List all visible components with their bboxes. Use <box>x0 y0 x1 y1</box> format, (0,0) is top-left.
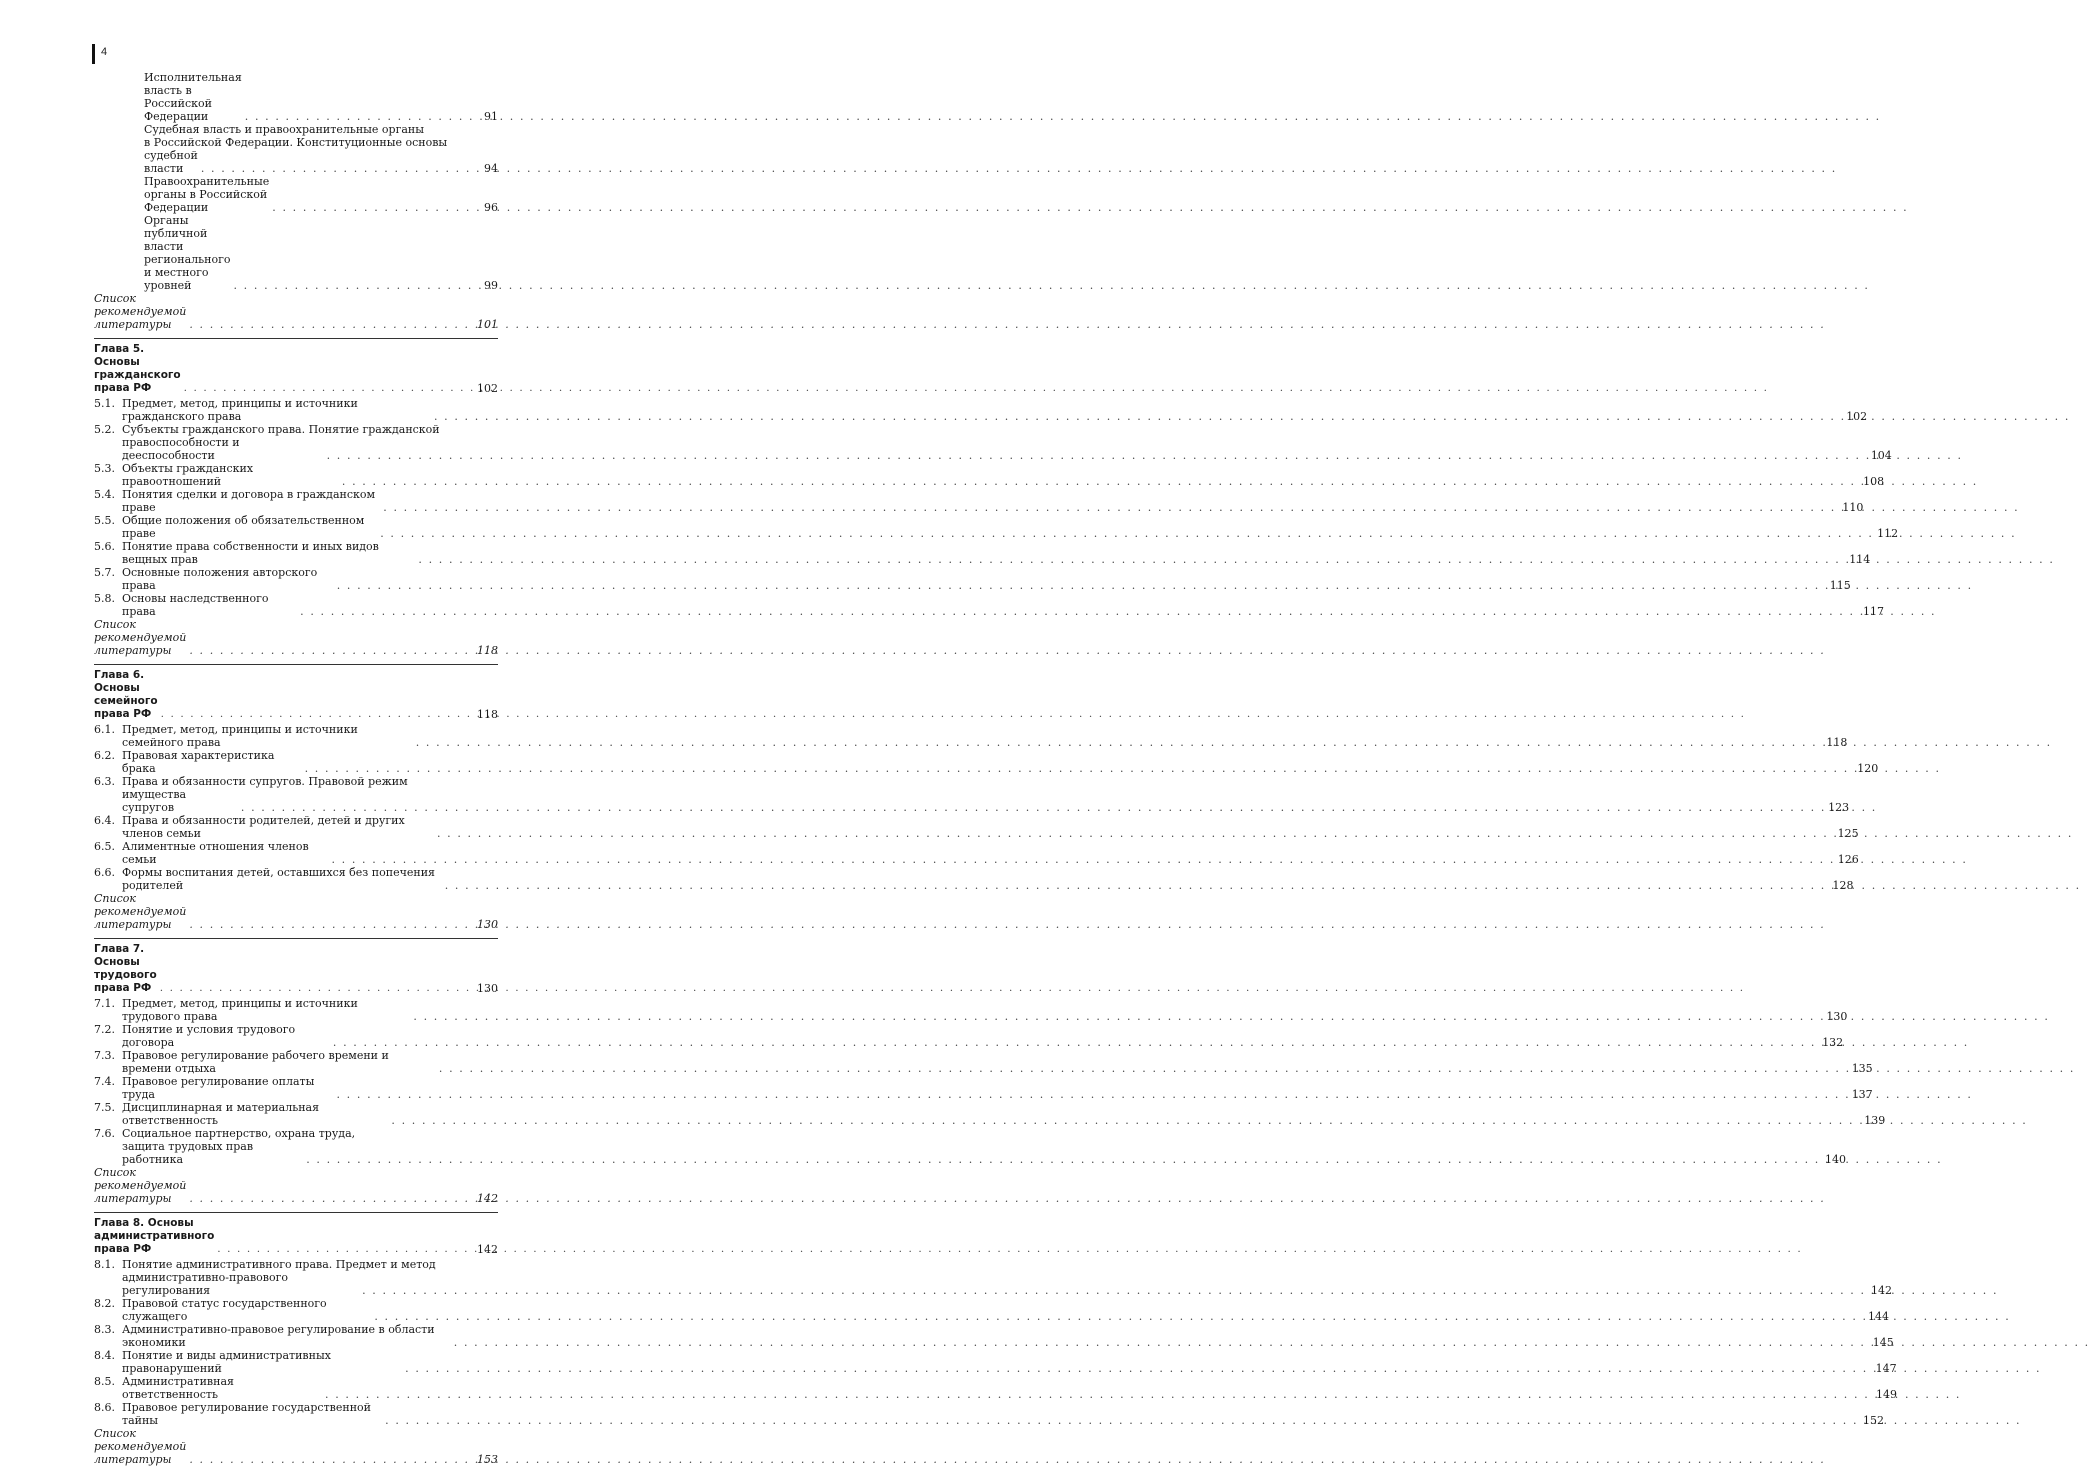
entry-line: Правовое регулирование государственной тайны <box>122 1401 371 1427</box>
page-ref: 102 <box>1846 410 1868 423</box>
dot-leader <box>242 110 484 123</box>
dot-leader <box>334 579 1830 592</box>
toc-entry[interactable] <box>94 1075 1873 1101</box>
entry-last-line <box>122 814 1859 840</box>
entry-body <box>122 997 1847 1023</box>
page-ref: 118 <box>477 708 498 721</box>
toc-entry[interactable] <box>94 566 1851 592</box>
dot-leader <box>402 1362 1876 1375</box>
literature-link[interactable] <box>94 892 498 931</box>
toc-entry[interactable] <box>94 462 1885 488</box>
entry-last-line <box>122 592 1884 618</box>
page-ref: 102 <box>477 382 498 395</box>
dot-leader <box>186 318 477 331</box>
entry-last-line <box>122 1323 1894 1349</box>
entry-body <box>144 175 498 214</box>
entry-line: административно-правового регулирования <box>122 1271 288 1297</box>
dot-leader <box>181 382 477 395</box>
chapter-title: Глава 6. Основы семейного права РФ <box>94 669 158 720</box>
entry-last-line <box>122 1023 1843 1049</box>
toc-entry[interactable] <box>94 814 1859 840</box>
chapter-divider <box>94 664 498 665</box>
entry-body <box>122 514 1898 540</box>
literature-label: Список рекомендуемой литературы <box>94 1166 187 1205</box>
entry-line: Органы публичной власти регионального и местного уровней <box>144 214 231 292</box>
page-ref: 125 <box>1837 827 1859 840</box>
entry-line: Правовое регулирование оплаты труда <box>122 1075 315 1101</box>
entry-line: Предмет, метод, принципы и источники трудового права <box>122 997 358 1023</box>
entry-last-line <box>122 1349 1897 1375</box>
entry-body <box>122 488 1863 514</box>
entry-line: судебной власти <box>144 149 198 175</box>
dot-leader <box>324 449 1871 462</box>
literature-label: Список рекомендуемой литературы <box>94 1427 187 1466</box>
dot-leader <box>451 1336 1873 1349</box>
page-ref: 135 <box>1851 1062 1873 1075</box>
toc-entry[interactable] <box>94 1101 1886 1127</box>
chapter-title: Глава 5. Основы гражданского права РФ <box>94 343 181 394</box>
literature-link[interactable] <box>94 1166 498 1205</box>
entry-line: Права и обязанности родителей, детей и других членов семьи <box>122 814 405 840</box>
toc-entry[interactable] <box>94 540 1871 566</box>
dot-leader <box>434 827 1838 840</box>
entry-last-line <box>122 1049 1873 1075</box>
entry-line: Дисциплинарная и материальная ответственность <box>122 1101 320 1127</box>
section-number: 5.6. <box>94 540 115 553</box>
entry-line: Правовой статус государственного служащего <box>122 1297 327 1323</box>
dot-leader <box>436 1062 1852 1075</box>
entry-last-line <box>122 462 1884 488</box>
dot-leader <box>388 1114 1864 1127</box>
page-ref: 91 <box>484 110 498 123</box>
entry-line: Правоохранительные органы в Российской Федерации <box>144 175 270 214</box>
entry-line: Понятие административного права. Предмет и метод <box>122 1258 436 1271</box>
section-number: 6.3. <box>94 775 115 788</box>
page-ref: 152 <box>1862 1414 1884 1427</box>
entry-body <box>122 1101 1885 1127</box>
entry-line: Понятие права собственности и иных видов вещных прав <box>122 540 379 566</box>
literature-label: Список рекомендуемой литературы <box>94 292 187 331</box>
section-number: 7.5. <box>94 1101 115 1114</box>
section-number: 8.6. <box>94 1401 115 1414</box>
entry-line: Социальное партнерство, охрана труда, <box>122 1127 356 1140</box>
page-ref: 142 <box>477 1243 498 1256</box>
toc-entry[interactable] <box>94 1401 1884 1427</box>
dot-leader <box>269 201 484 214</box>
page-ref: 126 <box>1837 853 1859 866</box>
entry-body <box>122 1258 1892 1297</box>
entry-last-line <box>122 397 1867 423</box>
entry-last-line <box>122 436 1892 462</box>
entry-body <box>122 1349 1897 1375</box>
entry-last-line <box>122 488 1863 514</box>
dot-leader <box>328 853 1837 866</box>
toc-entry[interactable] <box>94 175 498 214</box>
page-ref: 108 <box>1863 475 1885 488</box>
page-marker-bar <box>92 44 95 64</box>
dot-leader <box>158 708 477 721</box>
entry-line: имущества супругов <box>122 788 187 814</box>
entry-last-line <box>122 1375 1897 1401</box>
page-ref: 147 <box>1875 1362 1897 1375</box>
entry-line: Общие положения об обязательственном праве <box>122 514 365 540</box>
toc-entry[interactable] <box>94 1349 1897 1375</box>
entry-body <box>122 1049 1873 1075</box>
dot-leader <box>410 1010 1826 1023</box>
chapter-title: Глава 8. Основы административного права РФ <box>94 1217 215 1255</box>
section-number: 7.3. <box>94 1049 115 1062</box>
dot-leader <box>371 1310 1868 1323</box>
entry-last-line <box>122 540 1870 566</box>
chapter-title: Глава 7. Основы трудового права РФ <box>94 943 157 994</box>
entry-last-line <box>122 866 1853 892</box>
entry-body <box>122 775 1849 814</box>
toc-entry[interactable] <box>94 1323 1894 1349</box>
entry-line: Судебная власть и правоохранительные органы <box>144 123 424 136</box>
chapter-heading[interactable] <box>94 1217 498 1256</box>
entry-line: в Российской Федерации. Конституционные основы <box>144 136 448 149</box>
page-ref: 140 <box>1825 1153 1847 1166</box>
entry-body <box>144 123 498 175</box>
entry-line: Основы наследственного права <box>122 592 269 618</box>
entry-body <box>122 1127 1846 1166</box>
page-ref: 117 <box>1862 605 1884 618</box>
page-ref: 149 <box>1875 1388 1897 1401</box>
entry-line: Основные положения авторского права <box>122 566 318 592</box>
literature-label: Список рекомендуемой литературы <box>94 618 187 657</box>
page-ref: 139 <box>1864 1114 1886 1127</box>
page-ref: 142 <box>1871 1284 1893 1297</box>
page-ref: 130 <box>477 982 498 995</box>
dot-leader <box>339 475 1863 488</box>
dot-leader <box>333 1088 1851 1101</box>
section-number: 7.6. <box>94 1127 115 1140</box>
toc-entry[interactable] <box>94 775 1850 814</box>
section-number: 8.5. <box>94 1375 115 1388</box>
toc-entry[interactable] <box>94 1258 1893 1297</box>
section-number: 8.4. <box>94 1349 115 1362</box>
section-number: 6.1. <box>94 723 115 736</box>
section-number: 8.3. <box>94 1323 115 1336</box>
dot-leader <box>303 1153 1825 1166</box>
entry-body <box>122 749 1878 775</box>
toc-entry[interactable] <box>94 488 1864 514</box>
entry-body <box>122 1023 1843 1049</box>
page-ref: 115 <box>1829 579 1851 592</box>
entry-line: Права и обязанности супругов. Правовой режим <box>122 775 408 788</box>
page-number: 4 <box>101 46 108 58</box>
entry-last-line <box>122 997 1847 1023</box>
entry-body <box>122 566 1851 592</box>
toc-entry[interactable] <box>94 1049 1873 1075</box>
dot-leader <box>322 1388 1876 1401</box>
toc-entry[interactable] <box>94 723 1848 749</box>
page-ref: 123 <box>1828 801 1850 814</box>
page-ref: 142 <box>477 1192 498 1205</box>
entry-last-line <box>122 566 1851 592</box>
dot-leader <box>302 762 1858 775</box>
entry-last-line <box>122 749 1878 775</box>
entry-line: правоспособности и дееспособности <box>122 436 240 462</box>
page-ref: 101 <box>477 318 498 331</box>
entry-last-line <box>122 1271 1892 1297</box>
entry-line: Алиментные отношения членов семьи <box>122 840 309 866</box>
dot-leader <box>186 918 477 931</box>
entry-line: Предмет, метод, принципы и источники гражданского права <box>122 397 358 423</box>
dot-leader <box>214 1243 477 1256</box>
section-number: 6.4. <box>94 814 115 827</box>
section-number: 5.7. <box>94 566 115 579</box>
entry-body <box>122 462 1884 488</box>
page-ref: 128 <box>1832 879 1854 892</box>
section-number: 8.2. <box>94 1297 115 1310</box>
page-ref: 104 <box>1870 449 1892 462</box>
page-ref: 118 <box>477 644 498 657</box>
section-number: 6.5. <box>94 840 115 853</box>
entry-body <box>144 71 498 123</box>
entry-line: Предмет, метод, принципы и источники семейного права <box>122 723 358 749</box>
toc-entry[interactable] <box>94 1023 1844 1049</box>
section-number: 7.4. <box>94 1075 115 1088</box>
section-number: 5.3. <box>94 462 115 475</box>
entry-last-line <box>122 1297 1889 1323</box>
section-number: 5.5. <box>94 514 115 527</box>
entry-last-line <box>122 1101 1885 1127</box>
table-of-contents <box>94 71 1899 1466</box>
section-number: 6.2. <box>94 749 115 762</box>
entry-line: Правовое регулирование рабочего времени и времени отдыха <box>122 1049 389 1075</box>
toc-entry[interactable] <box>94 423 1892 462</box>
entry-line: Понятие и условия трудового договора <box>122 1023 296 1049</box>
page-ref: 130 <box>1826 1010 1848 1023</box>
chapter-heading[interactable] <box>94 943 498 995</box>
entry-line: Понятие и виды административных правонарушений <box>122 1349 331 1375</box>
dot-leader <box>186 644 477 657</box>
page-ref: 112 <box>1877 527 1899 540</box>
entry-body <box>122 866 1853 892</box>
entry-last-line <box>122 1401 1884 1427</box>
toc-entry[interactable] <box>94 514 1899 540</box>
section-number: 7.1. <box>94 997 115 1010</box>
page-ref: 99 <box>484 279 498 292</box>
entry-last-line <box>122 840 1859 866</box>
page-ref: 96 <box>484 201 498 214</box>
page-ref: 137 <box>1851 1088 1873 1101</box>
entry-last-line <box>122 514 1898 540</box>
entry-body <box>122 423 1892 462</box>
page-ref: 132 <box>1822 1036 1844 1049</box>
literature-link[interactable] <box>94 1427 498 1466</box>
page-ref: 118 <box>1826 736 1848 749</box>
entry-body <box>122 814 1859 840</box>
entry-body <box>122 723 1847 749</box>
section-number: 6.6. <box>94 866 115 879</box>
toc-entry[interactable] <box>94 397 1868 423</box>
literature-link[interactable] <box>94 292 498 331</box>
toc-entry[interactable] <box>94 71 498 123</box>
toc-entry[interactable] <box>94 592 1884 618</box>
entry-body <box>122 540 1870 566</box>
entry-last-line <box>144 149 498 175</box>
entry-line: Исполнительная власть в Российской Федерации <box>144 71 242 123</box>
page-ref: 145 <box>1872 1336 1894 1349</box>
toc-entry[interactable] <box>94 1375 1897 1401</box>
toc-entry[interactable] <box>94 749 1879 775</box>
page-ref: 110 <box>1842 501 1864 514</box>
chapter-heading[interactable] <box>94 669 498 721</box>
entry-last-line <box>144 71 498 123</box>
dot-leader <box>157 982 477 995</box>
dot-leader <box>359 1284 1871 1297</box>
chapter-heading[interactable] <box>94 343 498 395</box>
dot-leader <box>238 801 1828 814</box>
dot-leader <box>413 736 1827 749</box>
toc-entry[interactable] <box>94 214 498 292</box>
page-ref: 120 <box>1857 762 1879 775</box>
dot-leader <box>230 279 484 292</box>
entry-line: защита трудовых прав работника <box>122 1140 254 1166</box>
entry-line: Правовая характеристика брака <box>122 749 275 775</box>
entry-line: Понятия сделки и договора в гражданском праве <box>122 488 376 514</box>
dot-leader <box>442 879 1833 892</box>
dot-leader <box>297 605 1863 618</box>
literature-label: Список рекомендуемой литературы <box>94 892 187 931</box>
entry-line: Объекты гражданских правоотношений <box>122 462 254 488</box>
entry-body <box>122 1375 1897 1401</box>
dot-leader <box>186 1192 477 1205</box>
entry-last-line <box>122 723 1847 749</box>
section-number: 5.4. <box>94 488 115 501</box>
dot-leader <box>382 1414 1863 1427</box>
entry-last-line <box>144 214 498 292</box>
entry-last-line <box>122 1075 1873 1101</box>
section-number: 8.1. <box>94 1258 115 1271</box>
entry-line: Субъекты гражданского права. Понятие гражданской <box>122 423 440 436</box>
entry-body <box>122 1297 1889 1323</box>
dot-leader <box>377 527 1877 540</box>
entry-last-line <box>144 175 498 214</box>
chapter-divider <box>94 338 498 339</box>
dot-leader <box>380 501 1842 514</box>
entry-body <box>122 397 1867 423</box>
entry-line: Административная ответственность <box>122 1375 234 1401</box>
entry-line: Формы воспитания детей, оставшихся без попечения родителей <box>122 866 435 892</box>
page-ref: 94 <box>484 162 498 175</box>
entry-body <box>122 1075 1873 1101</box>
dot-leader <box>431 410 1846 423</box>
dot-leader <box>415 553 1849 566</box>
page-ref: 153 <box>477 1453 498 1466</box>
toc-entry[interactable] <box>94 1297 1890 1323</box>
dot-leader <box>198 162 484 175</box>
chapter-divider <box>94 1212 498 1213</box>
dot-leader <box>186 1453 477 1466</box>
page-ref: 144 <box>1868 1310 1890 1323</box>
literature-link[interactable] <box>94 618 498 657</box>
entry-last-line <box>122 788 1849 814</box>
toc-entry[interactable] <box>94 1127 1847 1166</box>
toc-entry[interactable] <box>94 123 498 175</box>
entry-body <box>122 592 1884 618</box>
page-ref: 130 <box>477 918 498 931</box>
entry-line: Административно-правовое регулирование в области экономики <box>122 1323 435 1349</box>
chapter-divider <box>94 938 498 939</box>
page-ref: 114 <box>1849 553 1871 566</box>
section-number: 7.2. <box>94 1023 115 1036</box>
dot-leader <box>330 1036 1822 1049</box>
toc-entry[interactable] <box>94 997 1848 1023</box>
entry-body <box>122 1323 1894 1349</box>
section-number: 5.1. <box>94 397 115 410</box>
section-number: 5.8. <box>94 592 115 605</box>
entry-last-line <box>122 1140 1846 1166</box>
toc-entry[interactable] <box>94 840 1859 866</box>
entry-body <box>122 840 1859 866</box>
section-number: 5.2. <box>94 423 115 436</box>
entry-body <box>122 1401 1884 1427</box>
entry-body <box>144 214 498 292</box>
toc-entry[interactable] <box>94 866 1854 892</box>
